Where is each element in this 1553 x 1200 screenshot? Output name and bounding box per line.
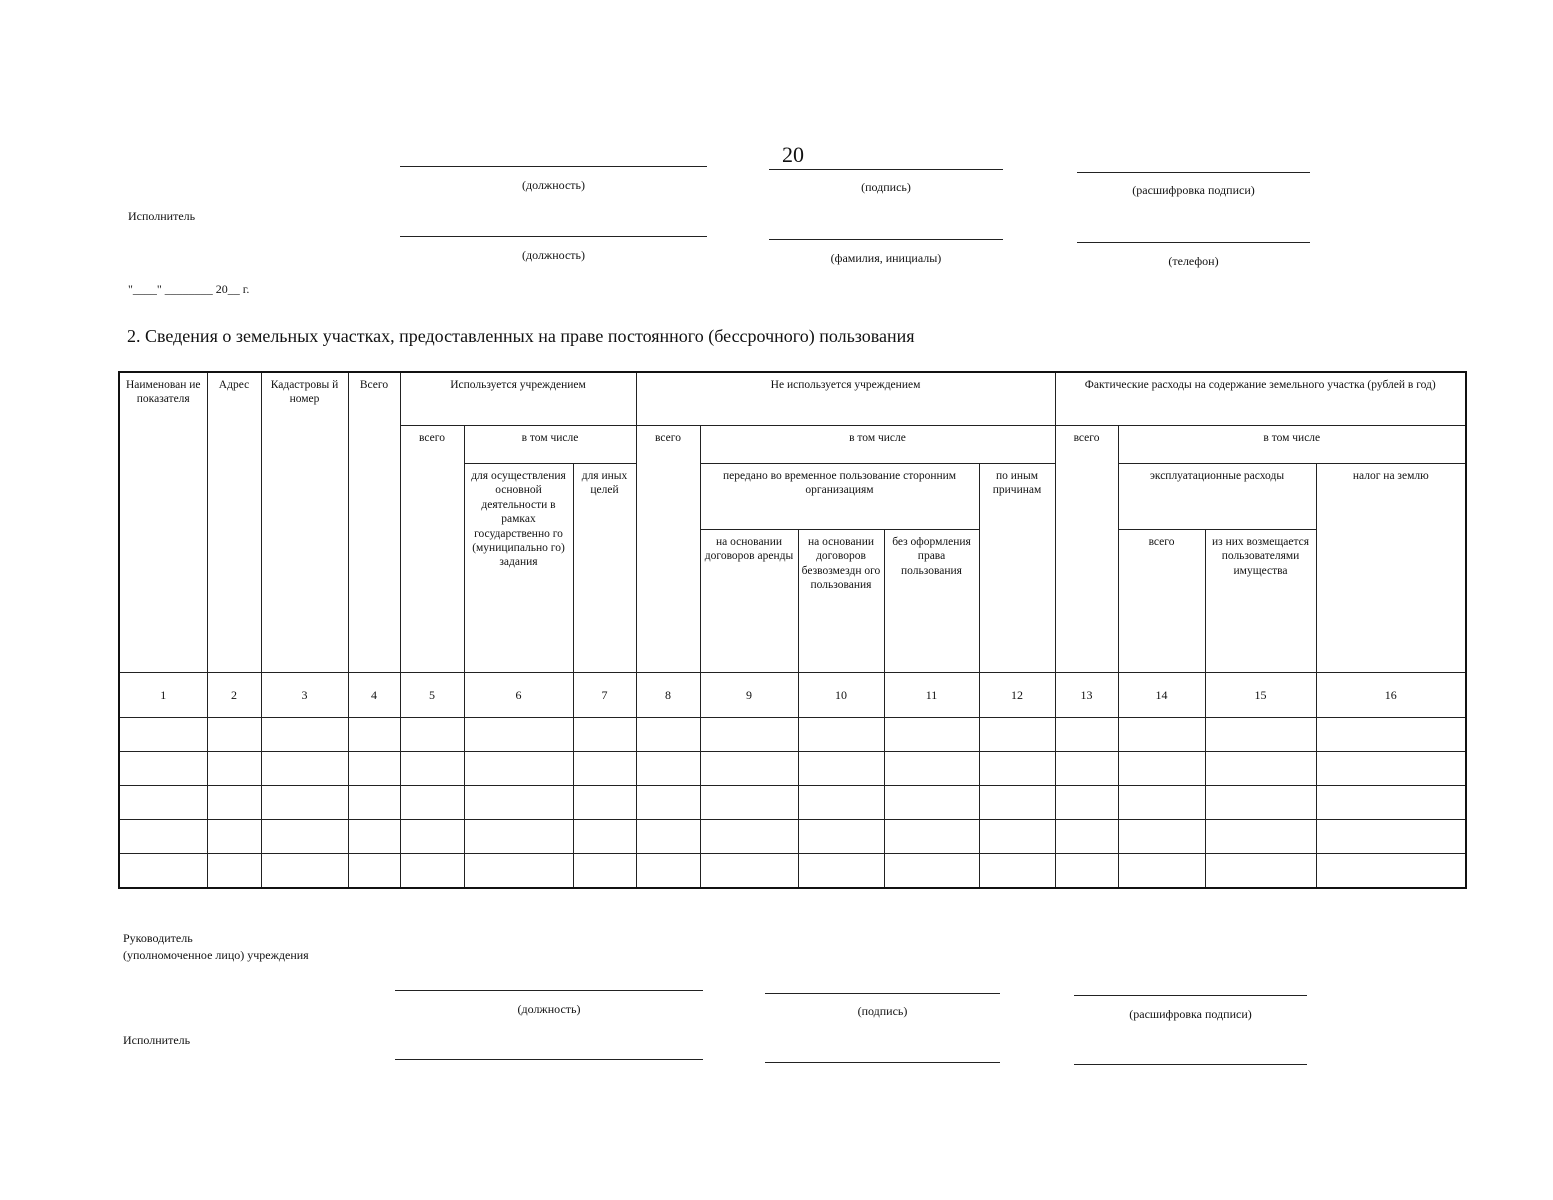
column-number: 10 — [798, 673, 884, 718]
table-cell[interactable] — [119, 752, 207, 786]
table-cell[interactable] — [119, 718, 207, 752]
caption-position: (должность) — [517, 1002, 581, 1016]
header-not-used-by-institution: Не используется учреждением — [636, 372, 1055, 426]
header-temporary-use: передано во временное пользование сторонним организациям — [700, 464, 979, 530]
table-cell[interactable] — [464, 854, 573, 889]
table-cell[interactable] — [573, 718, 636, 752]
table-cell[interactable] — [348, 718, 400, 752]
table-cell[interactable] — [700, 820, 798, 854]
caption-signature: (подпись) — [861, 180, 911, 194]
table-cell[interactable] — [636, 786, 700, 820]
table-cell[interactable] — [979, 718, 1055, 752]
executor-label: Исполнитель — [123, 1033, 191, 1047]
table-cell[interactable] — [573, 752, 636, 786]
table-cell[interactable] — [1205, 786, 1316, 820]
table-cell[interactable] — [1055, 718, 1118, 752]
date-line: "____" ________ 20__ г. — [128, 282, 250, 296]
table-cell[interactable] — [1205, 854, 1316, 889]
table-cell[interactable] — [464, 820, 573, 854]
table-cell[interactable] — [348, 752, 400, 786]
table-cell[interactable] — [700, 854, 798, 889]
signature-line — [769, 239, 1003, 240]
table-cell[interactable] — [261, 752, 348, 786]
table-cell[interactable] — [573, 786, 636, 820]
signature-line — [769, 169, 1003, 170]
section-title: 2. Сведения о земельных участках, предоставленных на праве постоянного (бессрочного) пользования — [127, 326, 915, 346]
table-cell[interactable] — [636, 718, 700, 752]
caption-position: (должность) — [522, 248, 585, 262]
head-label: Руководитель — [123, 931, 193, 945]
executor-label: Исполнитель — [128, 209, 196, 223]
header-land-tax: налог на землю — [1316, 464, 1466, 673]
table-cell[interactable] — [884, 786, 979, 820]
head-label-authorized: (уполномоченное лицо) учреждения — [123, 948, 309, 962]
table-cell[interactable] — [207, 718, 261, 752]
table-cell[interactable] — [261, 854, 348, 889]
header-expenses-total: всего — [1055, 426, 1118, 673]
table-row — [119, 854, 1466, 889]
column-number: 5 — [400, 673, 464, 718]
header-operating-expenses: эксплуатационные расходы — [1118, 464, 1316, 530]
column-number: 11 — [884, 673, 979, 718]
column-number: 9 — [700, 673, 798, 718]
table-cell[interactable] — [207, 752, 261, 786]
table-cell[interactable] — [119, 820, 207, 854]
header-other-purposes: для иных целей — [573, 464, 636, 673]
table-cell[interactable] — [207, 854, 261, 889]
table-cell[interactable] — [261, 786, 348, 820]
table-cell[interactable] — [798, 718, 884, 752]
column-number: 7 — [573, 673, 636, 718]
table-cell[interactable] — [1055, 854, 1118, 889]
table-cell[interactable] — [798, 854, 884, 889]
table-cell[interactable] — [1316, 718, 1466, 752]
caption-full-name: (фамилия, инициалы) — [830, 251, 942, 265]
table-cell[interactable] — [464, 786, 573, 820]
table-cell[interactable] — [348, 820, 400, 854]
table-row — [119, 820, 1466, 854]
table-cell[interactable] — [400, 718, 464, 752]
column-number: 12 — [979, 673, 1055, 718]
column-number: 3 — [261, 673, 348, 718]
table-cell[interactable] — [1316, 752, 1466, 786]
signature-line — [400, 236, 707, 237]
header-used-including: в том числе — [464, 426, 636, 464]
table-cell[interactable] — [1118, 820, 1205, 854]
table-row — [119, 752, 1466, 786]
signature-line — [1074, 1064, 1307, 1065]
table-cell[interactable] — [573, 854, 636, 889]
header-free-use: на основании договоров безвозмездн ого пользования — [798, 530, 884, 673]
signature-line — [395, 990, 703, 991]
table-cell[interactable] — [400, 854, 464, 889]
table-cell[interactable] — [798, 752, 884, 786]
column-number: 16 — [1316, 673, 1466, 718]
table-cell[interactable] — [636, 820, 700, 854]
header-lease: на основании договоров аренды — [700, 530, 798, 673]
signature-line — [395, 1059, 703, 1060]
header-cadastral-number: Кадастровы й номер — [261, 372, 348, 673]
table-cell[interactable] — [348, 854, 400, 889]
table-cell[interactable] — [979, 854, 1055, 889]
column-number: 2 — [207, 673, 261, 718]
header-indicator-name: Наименован ие показателя — [119, 372, 207, 673]
table-cell[interactable] — [573, 820, 636, 854]
table-cell[interactable] — [979, 820, 1055, 854]
header-total: Всего — [348, 372, 400, 673]
table-cell[interactable] — [1205, 820, 1316, 854]
column-number: 4 — [348, 673, 400, 718]
header-main-activity: для осуществления основной деятельности в рамках государственно го (муниципально го) задания — [464, 464, 573, 673]
table-cell[interactable] — [119, 786, 207, 820]
header-actual-expenses: Фактические расходы на содержание земельного участка (рублей в год) — [1055, 372, 1466, 426]
table-cell[interactable] — [884, 752, 979, 786]
caption-phone: (телефон) — [1168, 254, 1219, 268]
table-cell[interactable] — [464, 718, 573, 752]
table-cell[interactable] — [1316, 854, 1466, 889]
table-row — [119, 718, 1466, 752]
table-cell[interactable] — [1118, 854, 1205, 889]
column-numbers-row — [119, 673, 1466, 718]
table-cell[interactable] — [1055, 752, 1118, 786]
table-cell[interactable] — [798, 820, 884, 854]
table-cell[interactable] — [700, 718, 798, 752]
table-cell[interactable] — [400, 786, 464, 820]
caption-signature-decoding: (расшифровка подписи) — [1132, 183, 1255, 197]
signature-line — [1077, 172, 1310, 173]
table-cell[interactable] — [979, 752, 1055, 786]
column-number: 1 — [119, 673, 207, 718]
signature-line — [1074, 995, 1307, 996]
column-number: 15 — [1205, 673, 1316, 718]
table-cell[interactable] — [1055, 820, 1118, 854]
header-no-registration: без оформления права пользования — [884, 530, 979, 673]
caption-position: (должность) — [522, 178, 585, 192]
table-cell[interactable] — [261, 718, 348, 752]
table-cell[interactable] — [119, 854, 207, 889]
column-number: 8 — [636, 673, 700, 718]
table-cell[interactable] — [1118, 752, 1205, 786]
caption-signature-decoding: (расшифровка подписи) — [1129, 1007, 1252, 1021]
page-number: 20 — [782, 142, 804, 167]
table-cell[interactable] — [464, 752, 573, 786]
table-cell[interactable] — [1205, 718, 1316, 752]
table-cell[interactable] — [400, 752, 464, 786]
header-other-reasons: по иным причинам — [979, 464, 1055, 673]
header-operating-total: всего — [1118, 530, 1205, 673]
signature-line — [765, 1062, 1000, 1063]
table-cell[interactable] — [1316, 820, 1466, 854]
signature-line — [1077, 242, 1310, 243]
table-cell[interactable] — [1118, 786, 1205, 820]
table-cell[interactable] — [1055, 786, 1118, 820]
table-cell[interactable] — [1205, 752, 1316, 786]
table-cell[interactable] — [348, 786, 400, 820]
header-used-by-institution: Используется учреждением — [400, 372, 636, 426]
table-cell[interactable] — [798, 786, 884, 820]
header-expenses-including: в том числе — [1118, 426, 1466, 464]
table-cell[interactable] — [400, 820, 464, 854]
table-cell[interactable] — [207, 786, 261, 820]
table-row — [119, 786, 1466, 820]
table-cell[interactable] — [884, 854, 979, 889]
column-number: 14 — [1118, 673, 1205, 718]
table-cell[interactable] — [1316, 786, 1466, 820]
table-cell[interactable] — [1118, 718, 1205, 752]
table-cell[interactable] — [700, 752, 798, 786]
table-cell[interactable] — [636, 854, 700, 889]
column-number: 6 — [464, 673, 573, 718]
table-cell[interactable] — [979, 786, 1055, 820]
table-cell[interactable] — [884, 820, 979, 854]
header-not-used-total: всего — [636, 426, 700, 673]
signature-line — [765, 993, 1000, 994]
table-cell[interactable] — [700, 786, 798, 820]
land-plots-table — [118, 371, 1467, 889]
signature-line — [400, 166, 707, 167]
header-address: Адрес — [207, 372, 261, 673]
table-cell[interactable] — [261, 820, 348, 854]
column-number: 13 — [1055, 673, 1118, 718]
header-used-total: всего — [400, 426, 464, 673]
caption-signature: (подпись) — [857, 1004, 908, 1018]
table-cell[interactable] — [207, 820, 261, 854]
header-not-used-including: в том числе — [700, 426, 1055, 464]
header-reimbursed: из них возмещается пользователями имущества — [1205, 530, 1316, 673]
table-cell[interactable] — [636, 752, 700, 786]
table-cell[interactable] — [884, 718, 979, 752]
